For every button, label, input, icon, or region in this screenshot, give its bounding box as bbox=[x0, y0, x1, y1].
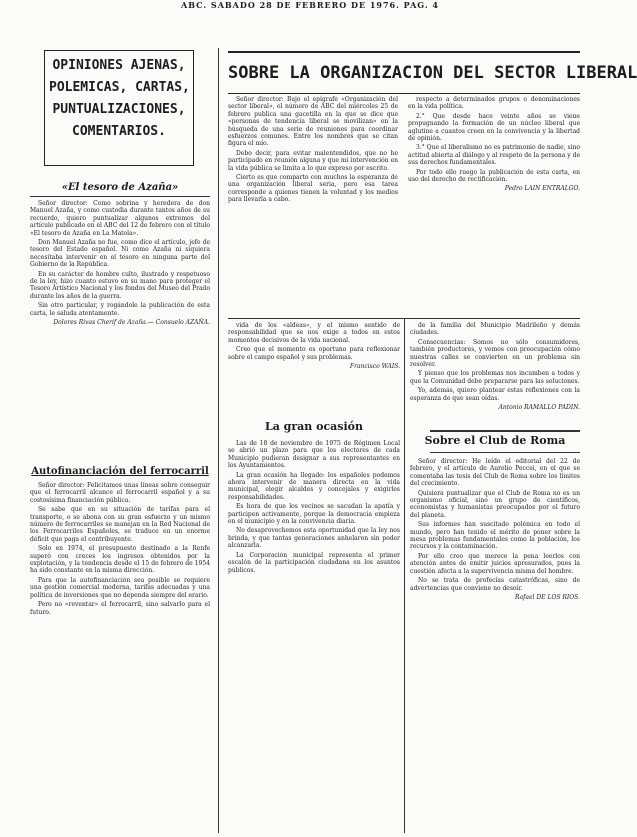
divider bbox=[30, 196, 210, 197]
paragraph: Señor director: Como sobrina y heredera de don Manuel Azaña, y como custodia durante tantos años de su recuerdo, quiero puntualizar algunos extremos del artículo publicado en el ABC del 12 de febrero con el título «El tesoro de Azaña en La Matola». bbox=[30, 200, 210, 237]
section-title-line: POLEMICAS, CARTAS, bbox=[49, 80, 190, 95]
sector-liberal-column-1 bbox=[228, 96, 398, 314]
main-headline: SOBRE LA ORGANIZACION DEL SECTOR LIBERAL bbox=[228, 51, 580, 94]
azana-title: «El tesoro de Azaña» bbox=[61, 182, 179, 193]
paragraph: Don Manuel Azaña no fue, como dice el artículo, jefe de tesoro del Estado español. Ni como Azaña ni siquiera necesitaba intervenir en el tesoro en ninguna parte del Gobierno de la República. bbox=[30, 239, 210, 269]
ferrocarril-title: Autofinanciación del ferrocarril bbox=[31, 466, 209, 477]
paragraph: 3.° Que el liberalismo no es patrimonio de nadie, sino actitud abierta al diálogo y al respeto de la persona y de sus derechos fundamentales. bbox=[408, 144, 580, 167]
paragraph: Quisiera puntualizar que el Club de Roma no es un organismo oficial, sino un grupo de científicos, economistas y humanistas preocupados por el futuro del planeta. bbox=[410, 489, 580, 519]
signature: Francisco WAIS. bbox=[349, 363, 400, 371]
paragraph: No desaprovechemos esta oportunidad que la ley nos brinda, y que tantas generaciones anhelaron sin poder alcanzarla. bbox=[228, 527, 400, 550]
section-title-line: PUNTUALIZACIONES, bbox=[52, 102, 186, 117]
paragraph: En su carácter de hombre culto, ilustrado y respetuoso de la ley, hizo cuanto estuvo en su mano para proteger el Tesoro Artístico Nacional y los fondos del Museo del Prado durante los años de la guerra. bbox=[30, 270, 210, 300]
paragraph: Sin otro particular, y rogándole la publicación de esta carta, le saluda atentamente. bbox=[30, 302, 210, 317]
paragraph: Para que la autofinanciación sea posible se requiere una gestión comercial moderna, tarifas adecuadas y una política de inversiones que no dependa siempre del erario. bbox=[30, 576, 210, 599]
paragraph: Por todo ello ruego la publicación de esta carta, en uso del derecho de rectificación. bbox=[408, 168, 580, 184]
paragraph: 2.° Que desde hace veinte años se viene propugnando la formación de un núcleo liberal que aglutine a cuantos creen en la convivencia y la libertad de opinión. bbox=[408, 112, 580, 143]
carta-d bbox=[410, 322, 580, 422]
signature: Antonio RAMALLO PADIN. bbox=[498, 404, 580, 412]
column-rule bbox=[218, 48, 219, 833]
gran-ocasion-article bbox=[228, 440, 400, 832]
sector-liberal-column-2 bbox=[408, 96, 580, 314]
paragraph: de la familia del Municipio Madrileño y demás ciudades. bbox=[410, 322, 580, 337]
divider bbox=[430, 430, 580, 432]
paragraph: Las de 18 de noviembre de 1975 de Régimen Local se abrió un plazo para que los electores de cada Municipio pudieran designar a sus representantes en los Ayuntamientos. bbox=[228, 440, 400, 470]
paragraph: Solo en 1974, el presupuesto destinado a la Renfe superó con creces los ingresos obtenidos por la explotación, y la tendencia desde el 15 de febrero de 1954 ha sido constante en la misma dirección. bbox=[30, 545, 210, 575]
paragraph: Se sabe que en su situación de tarifas para el transporte, o se abona con su gran esfuerzo y un mismo número de ferrocarriles se manejan en la Red Nacional de los Ferrocarriles Españoles, se traduce en un enorme déficit que paga el contribuyente. bbox=[30, 506, 210, 543]
club-roma-title: Sobre el Club de Roma bbox=[424, 434, 566, 447]
paragraph: No se trata de profecías catastróficas, sino de advertencias que conviene no desoír. bbox=[410, 577, 580, 592]
azana-article bbox=[30, 200, 210, 470]
section-title-line: OPINIONES AJENAS, bbox=[52, 58, 186, 73]
signature: Rafael DE LOS RIOS. bbox=[514, 593, 580, 601]
paragraph: Y pienso que los problemas nos incumben a todos y que la Comunidad debe prepararse para las soluciones. bbox=[410, 370, 580, 385]
section-title-box bbox=[44, 50, 194, 166]
paragraph: Es hora de que los vecinos se sacudan la apatía y participen activamente, porque la democracia empieza en el municipio y en la convivencia diaria. bbox=[228, 503, 400, 526]
gran-ocasion-intro bbox=[228, 322, 400, 412]
club-roma-article bbox=[410, 458, 580, 832]
paragraph: Yo, además, quiero plantear estas reflexiones con la esperanza de que sean oídas. bbox=[410, 387, 580, 402]
paragraph: Creo que el momento es oportuno para reflexionar sobre el campo español y sus problemas. bbox=[228, 346, 400, 361]
divider bbox=[430, 452, 580, 453]
paragraph: Por ello creo que merece la pena leerlos con atención antes de emitir juicios apresurados, pues la cuestión afecta a la supervivencia misma del hombre. bbox=[410, 552, 580, 575]
gran-ocasion-title: La gran ocasión bbox=[264, 420, 363, 433]
paragraph: vida de los «aldeas», y el mismo sentido de responsabilidad que se nos exige a todos en estos momentos decisivos de la vida nacional. bbox=[228, 322, 400, 344]
paragraph: Pero no «reventar» el ferrocarril, sino salvarlo para el futuro. bbox=[30, 601, 210, 616]
paragraph: La gran ocasión ha llegado: los españoles podemos ahora intervenir de manera directa en la vida municipal, elegir alcaldes y concejales y exigirles responsabilidades. bbox=[228, 471, 400, 501]
ferrocarril-article bbox=[30, 482, 210, 832]
paragraph: La Corporación municipal representa el primer escalón de la participación ciudadana en los asuntos públicos. bbox=[228, 551, 400, 574]
paragraph: Debo decir, para evitar malentendidos, que no he participado en reunión alguna y que mi intervención en la vida pública se limita a lo que expreso por escrito. bbox=[228, 149, 398, 172]
paragraph: Sus informes han suscitado polémica en todo el mundo, pero han tenido el mérito de poner sobre la mesa problemas fundamentales como la población, los recursos y la contaminación. bbox=[410, 521, 580, 551]
page-header: ABC. SABADO 28 DE FEBRERO DE 1976. PAG. 4 bbox=[181, 0, 439, 10]
paragraph: Cierto es que comparto con muchos la esperanza de una organización liberal seria, pero esa tarea corresponde a quienes tienen la voluntad y los medios para llevarla a cabo. bbox=[228, 174, 398, 204]
column-rule bbox=[404, 318, 405, 833]
paragraph: Señor director: Bajo el epígrafe «Organización del sector liberal», el número de ABC del miércoles 25 de febrero publica una gacetilla en la que se dice que «personas de tendencia liberal se movilizan» en la búsqueda de una serie de reuniones para coordinar esfuerzos comunes. Entre los nombres que se citan figura el mío. bbox=[228, 96, 398, 148]
signature: Dolores Rivas Cherif de Azaña.— Consuelo AZAÑA. bbox=[53, 319, 210, 327]
signature: Pedro LAIN ENTRALGO. bbox=[504, 185, 580, 193]
paragraph: Señor director: He leído el editorial del 22 de febrero, y el artículo de Aurelio Peccei, en el que se comentaba las tesis del Club de Roma sobre los límites del crecimiento. bbox=[410, 458, 580, 488]
section-title-line: COMENTARIOS. bbox=[72, 124, 166, 139]
paragraph: Consecuencias: Somos no sólo consumidores, también productores, y vemos con preocupación cómo nuestras calles se convierten en un problema sin resolver. bbox=[410, 338, 580, 369]
paragraph: Señor director: Felicitamos unas líneas sobre conseguir que el ferrocarril alcance el ferrocarril español y a su costosísima financiación pública. bbox=[30, 482, 210, 504]
paragraph: respecto a determinados grupos o denominaciones en la vida política. bbox=[408, 96, 580, 111]
